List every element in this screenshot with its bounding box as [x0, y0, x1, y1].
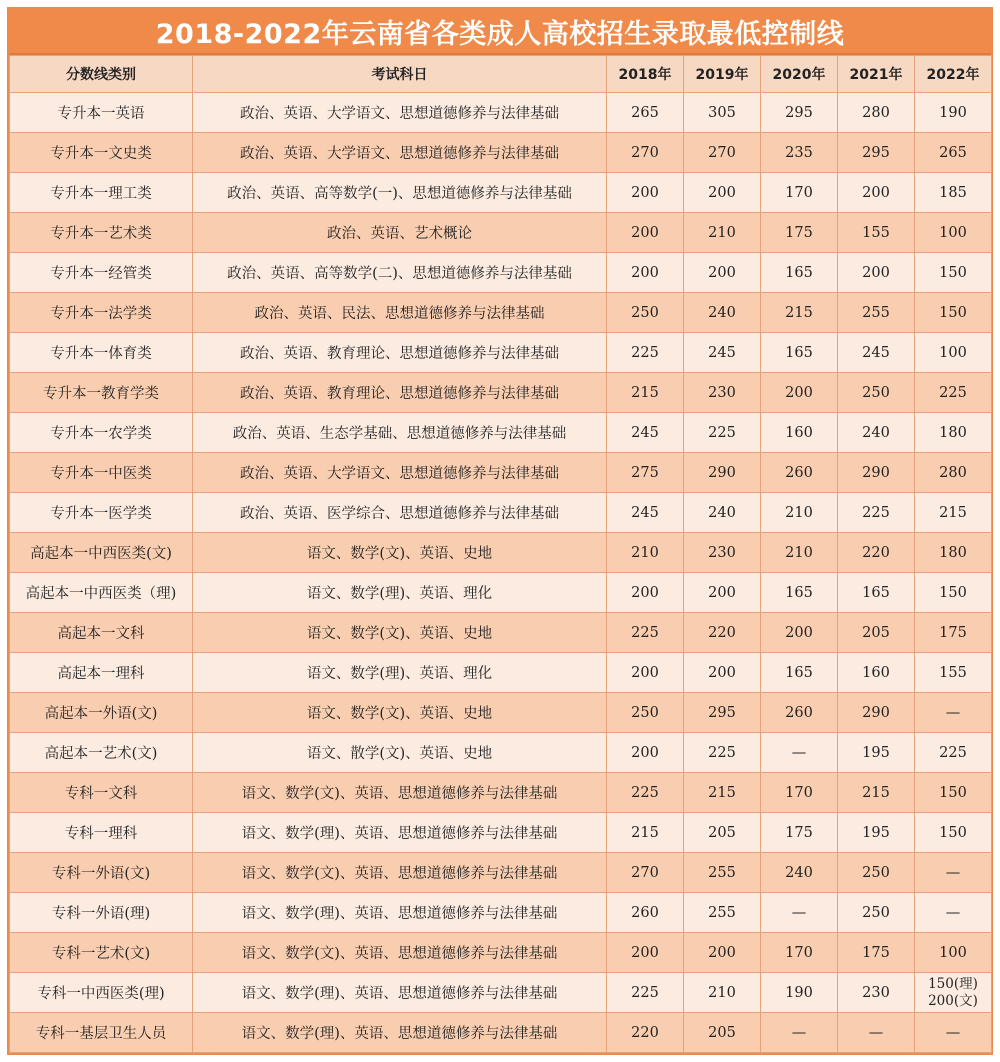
table-row	[10, 133, 992, 173]
score-cell: —	[915, 693, 992, 733]
header-row	[10, 56, 992, 93]
subjects-cell: 政治、英语、教育理论、思想道德修养与法律基础	[193, 373, 607, 413]
category-cell: 高起本一中西医类（理)	[10, 573, 193, 613]
score-cell: 195	[838, 813, 915, 853]
table-row	[10, 573, 992, 613]
score-cell: 270	[607, 133, 684, 173]
score-cell: 200	[607, 213, 684, 253]
score-cell: 215	[607, 373, 684, 413]
score-cell: 295	[761, 93, 838, 133]
score-cell: 250	[607, 293, 684, 333]
table-row	[10, 733, 992, 773]
score-cell: 170	[761, 773, 838, 813]
score-cell: 240	[684, 493, 761, 533]
score-cell: 215	[607, 813, 684, 853]
score-cell: 265	[915, 133, 992, 173]
score-cell: 270	[684, 133, 761, 173]
subjects-cell: 政治、英语、生态学基础、思想道德修养与法律基础	[193, 413, 607, 453]
score-cell: 280	[838, 93, 915, 133]
category-cell: 专升本一体育类	[10, 333, 193, 373]
category-cell: 专升本一理工类	[10, 173, 193, 213]
score-cell: 270	[607, 853, 684, 893]
table-row	[10, 813, 992, 853]
table-row	[10, 173, 992, 213]
score-cell: 225	[684, 733, 761, 773]
score-cell: —	[915, 893, 992, 933]
score-cell: 175	[915, 613, 992, 653]
table-row	[10, 693, 992, 733]
score-cell: 235	[761, 133, 838, 173]
header-year-2019: 2019年	[684, 56, 761, 93]
subjects-cell: 语文、数学(理)、英语、思想道德修养与法律基础	[193, 893, 607, 933]
score-cell: 215	[684, 773, 761, 813]
score-cell: 200	[607, 253, 684, 293]
table-row	[10, 893, 992, 933]
score-cell: 100	[915, 213, 992, 253]
score-cell: 220	[607, 1013, 684, 1053]
score-cell: 215	[915, 493, 992, 533]
category-cell: 高起本一理科	[10, 653, 193, 693]
score-cell: 210	[684, 213, 761, 253]
score-cell: 100	[915, 333, 992, 373]
score-cell: 250	[838, 853, 915, 893]
subjects-cell: 语文、数学(文)、英语、史地	[193, 533, 607, 573]
score-cell: 215	[761, 293, 838, 333]
category-cell: 专升本一医学类	[10, 493, 193, 533]
category-cell: 专升本一经管类	[10, 253, 193, 293]
score-cell: 200	[607, 733, 684, 773]
table-row	[10, 253, 992, 293]
score-cell: 225	[607, 333, 684, 373]
header-subjects: 考试科日	[193, 56, 607, 93]
score-cell: 255	[684, 893, 761, 933]
score-cell: 225	[607, 973, 684, 1013]
score-cell: 175	[761, 813, 838, 853]
score-cell: 175	[761, 213, 838, 253]
score-cell: —	[915, 853, 992, 893]
category-cell: 专科一文科	[10, 773, 193, 813]
subjects-cell: 政治、英语、高等数学(二)、思想道德修养与法律基础	[193, 253, 607, 293]
category-cell: 专科一艺术(文)	[10, 933, 193, 973]
score-cell: 185	[915, 173, 992, 213]
subjects-cell: 政治、英语、民法、思想道德修养与法律基础	[193, 293, 607, 333]
score-cell: 155	[915, 653, 992, 693]
category-cell: 专科一中西医类(理)	[10, 973, 193, 1013]
score-cell: 290	[838, 453, 915, 493]
score-cell: 200	[607, 933, 684, 973]
score-cell: 165	[761, 653, 838, 693]
category-cell: 高起本一中西医类(文)	[10, 533, 193, 573]
score-cell: 225	[915, 733, 992, 773]
score-cell: 240	[761, 853, 838, 893]
score-cell: 200	[684, 253, 761, 293]
score-cell: 210	[761, 533, 838, 573]
subjects-cell: 语文、数学(理)、英语、理化	[193, 573, 607, 613]
score-cell: 255	[684, 853, 761, 893]
score-cell: —	[838, 1013, 915, 1053]
score-cell: 150	[915, 773, 992, 813]
score-cell: 200	[607, 653, 684, 693]
score-cell: —	[761, 1013, 838, 1053]
score-cell: 215	[838, 773, 915, 813]
header-category: 分数线类别	[10, 56, 193, 93]
score-cell: 200	[761, 613, 838, 653]
subjects-cell: 政治、英语、大学语文、思想道德修养与法律基础	[193, 453, 607, 493]
score-cell: 245	[684, 333, 761, 373]
score-cell: 305	[684, 93, 761, 133]
subjects-cell: 语文、数学(文)、英语、思想道德修养与法律基础	[193, 853, 607, 893]
subjects-cell: 政治、英语、艺术概论	[193, 213, 607, 253]
score-cell: 295	[684, 693, 761, 733]
score-cell: 260	[761, 693, 838, 733]
score-cell: 150	[915, 813, 992, 853]
score-cell: 240	[838, 413, 915, 453]
table-row	[10, 773, 992, 813]
score-cell: 160	[761, 413, 838, 453]
category-cell: 高起本一艺术(文)	[10, 733, 193, 773]
score-cell: 210	[684, 973, 761, 1013]
score-cell: 200	[607, 573, 684, 613]
subjects-cell: 语文、数学(理)、英语、思想道德修养与法律基础	[193, 973, 607, 1013]
table-row	[10, 973, 992, 1013]
score-cell: 290	[838, 693, 915, 733]
score-cell: 200	[684, 933, 761, 973]
score-cell: 295	[838, 133, 915, 173]
category-cell: 专升本一艺术类	[10, 213, 193, 253]
category-cell: 专科一外语(文)	[10, 853, 193, 893]
table-row	[10, 293, 992, 333]
score-table	[9, 55, 992, 1053]
score-cell: 200	[684, 653, 761, 693]
score-cell: —	[915, 1013, 992, 1053]
table-row	[10, 653, 992, 693]
score-cell: 195	[838, 733, 915, 773]
score-cell: 245	[607, 413, 684, 453]
table-row	[10, 853, 992, 893]
score-cell: 180	[915, 413, 992, 453]
table-row	[10, 493, 992, 533]
score-cell: 200	[607, 173, 684, 213]
score-cell: 165	[761, 573, 838, 613]
score-cell: 200	[761, 373, 838, 413]
score-cell: 205	[684, 813, 761, 853]
subjects-cell: 政治、英语、大学语文、思想道德修养与法律基础	[193, 93, 607, 133]
score-cell: 150	[915, 573, 992, 613]
score-cell: 225	[915, 373, 992, 413]
subjects-cell: 语文、散学(文)、英语、史地	[193, 733, 607, 773]
score-cell: 225	[838, 493, 915, 533]
score-cell: 150	[915, 253, 992, 293]
score-cell: 160	[838, 653, 915, 693]
score-cell: 225	[684, 413, 761, 453]
subjects-cell: 语文、数学(文)、英语、史地	[193, 613, 607, 653]
score-table-sheet	[7, 7, 993, 1055]
score-cell: 250	[607, 693, 684, 733]
table-row	[10, 533, 992, 573]
table-row	[10, 213, 992, 253]
score-cell: 225	[607, 613, 684, 653]
subjects-cell: 语文、数学(理)、英语、理化	[193, 653, 607, 693]
header-year-2018: 2018年	[607, 56, 684, 93]
score-cell: 210	[761, 493, 838, 533]
score-cell: 275	[607, 453, 684, 493]
score-cell: 220	[684, 613, 761, 653]
score-cell: 280	[915, 453, 992, 493]
subjects-cell: 政治、英语、高等数学(一)、思想道德修养与法律基础	[193, 173, 607, 213]
subjects-cell: 语文、数学(文)、英语、思想道德修养与法律基础	[193, 933, 607, 973]
table-row	[10, 93, 992, 133]
header-year-2022: 2022年	[915, 56, 992, 93]
score-cell: 165	[761, 253, 838, 293]
score-cell: 250	[838, 893, 915, 933]
score-cell: 240	[684, 293, 761, 333]
header-year-2021: 2021年	[838, 56, 915, 93]
score-cell: 150	[915, 293, 992, 333]
score-cell: 150(理) 200(文)	[915, 973, 992, 1013]
category-cell: 高起本一文科	[10, 613, 193, 653]
subjects-cell: 语文、数学(文)、英语、思想道德修养与法律基础	[193, 773, 607, 813]
score-cell: 225	[607, 773, 684, 813]
score-cell: 155	[838, 213, 915, 253]
score-cell: 260	[761, 453, 838, 493]
category-cell: 专升本一法学类	[10, 293, 193, 333]
category-cell: 专升本一农学类	[10, 413, 193, 453]
score-cell: 205	[838, 613, 915, 653]
score-cell: 190	[761, 973, 838, 1013]
score-cell: 200	[684, 173, 761, 213]
table-title: 2018-2022年云南省各类成人高校招生录取最低控制线	[9, 9, 991, 55]
score-cell: 230	[684, 533, 761, 573]
score-cell: 290	[684, 453, 761, 493]
table-row	[10, 1013, 992, 1053]
table-row	[10, 933, 992, 973]
score-cell: 175	[838, 933, 915, 973]
score-cell: 260	[607, 893, 684, 933]
table-body	[10, 93, 992, 1053]
score-cell: —	[761, 733, 838, 773]
category-cell: 专升本一英语	[10, 93, 193, 133]
header-year-2020: 2020年	[761, 56, 838, 93]
category-cell: 高起本一外语(文)	[10, 693, 193, 733]
table-row	[10, 613, 992, 653]
table-row	[10, 333, 992, 373]
score-cell: 250	[838, 373, 915, 413]
score-cell: 230	[838, 973, 915, 1013]
subjects-cell: 语文、数学(文)、英语、史地	[193, 693, 607, 733]
score-cell: 255	[838, 293, 915, 333]
subjects-cell: 语文、数学(理)、英语、思想道德修养与法律基础	[193, 813, 607, 853]
category-cell: 专升本一教育学类	[10, 373, 193, 413]
category-cell: 专升本一中医类	[10, 453, 193, 493]
category-cell: 专科一外语(理)	[10, 893, 193, 933]
table-row	[10, 373, 992, 413]
category-cell: 专科一基层卫生人员	[10, 1013, 193, 1053]
score-cell: 170	[761, 933, 838, 973]
category-cell: 专升本一文史类	[10, 133, 193, 173]
score-cell: 265	[607, 93, 684, 133]
category-cell: 专科一理科	[10, 813, 193, 853]
score-cell: —	[761, 893, 838, 933]
score-cell: 200	[838, 173, 915, 213]
score-cell: 165	[838, 573, 915, 613]
score-cell: 210	[607, 533, 684, 573]
score-cell: 200	[838, 253, 915, 293]
subjects-cell: 语文、数学(理)、英语、思想道德修养与法律基础	[193, 1013, 607, 1053]
table-row	[10, 453, 992, 493]
score-cell: 245	[607, 493, 684, 533]
score-cell: 165	[761, 333, 838, 373]
score-cell: 245	[838, 333, 915, 373]
score-cell: 170	[761, 173, 838, 213]
score-cell: 230	[684, 373, 761, 413]
score-cell: 100	[915, 933, 992, 973]
subjects-cell: 政治、英语、教育理论、思想道德修养与法律基础	[193, 333, 607, 373]
score-cell: 190	[915, 93, 992, 133]
score-cell: 180	[915, 533, 992, 573]
table-row	[10, 413, 992, 453]
subjects-cell: 政治、英语、医学综合、思想道德修养与法律基础	[193, 493, 607, 533]
score-cell: 220	[838, 533, 915, 573]
subjects-cell: 政治、英语、大学语文、思想道德修养与法律基础	[193, 133, 607, 173]
score-cell: 205	[684, 1013, 761, 1053]
score-cell: 200	[684, 573, 761, 613]
